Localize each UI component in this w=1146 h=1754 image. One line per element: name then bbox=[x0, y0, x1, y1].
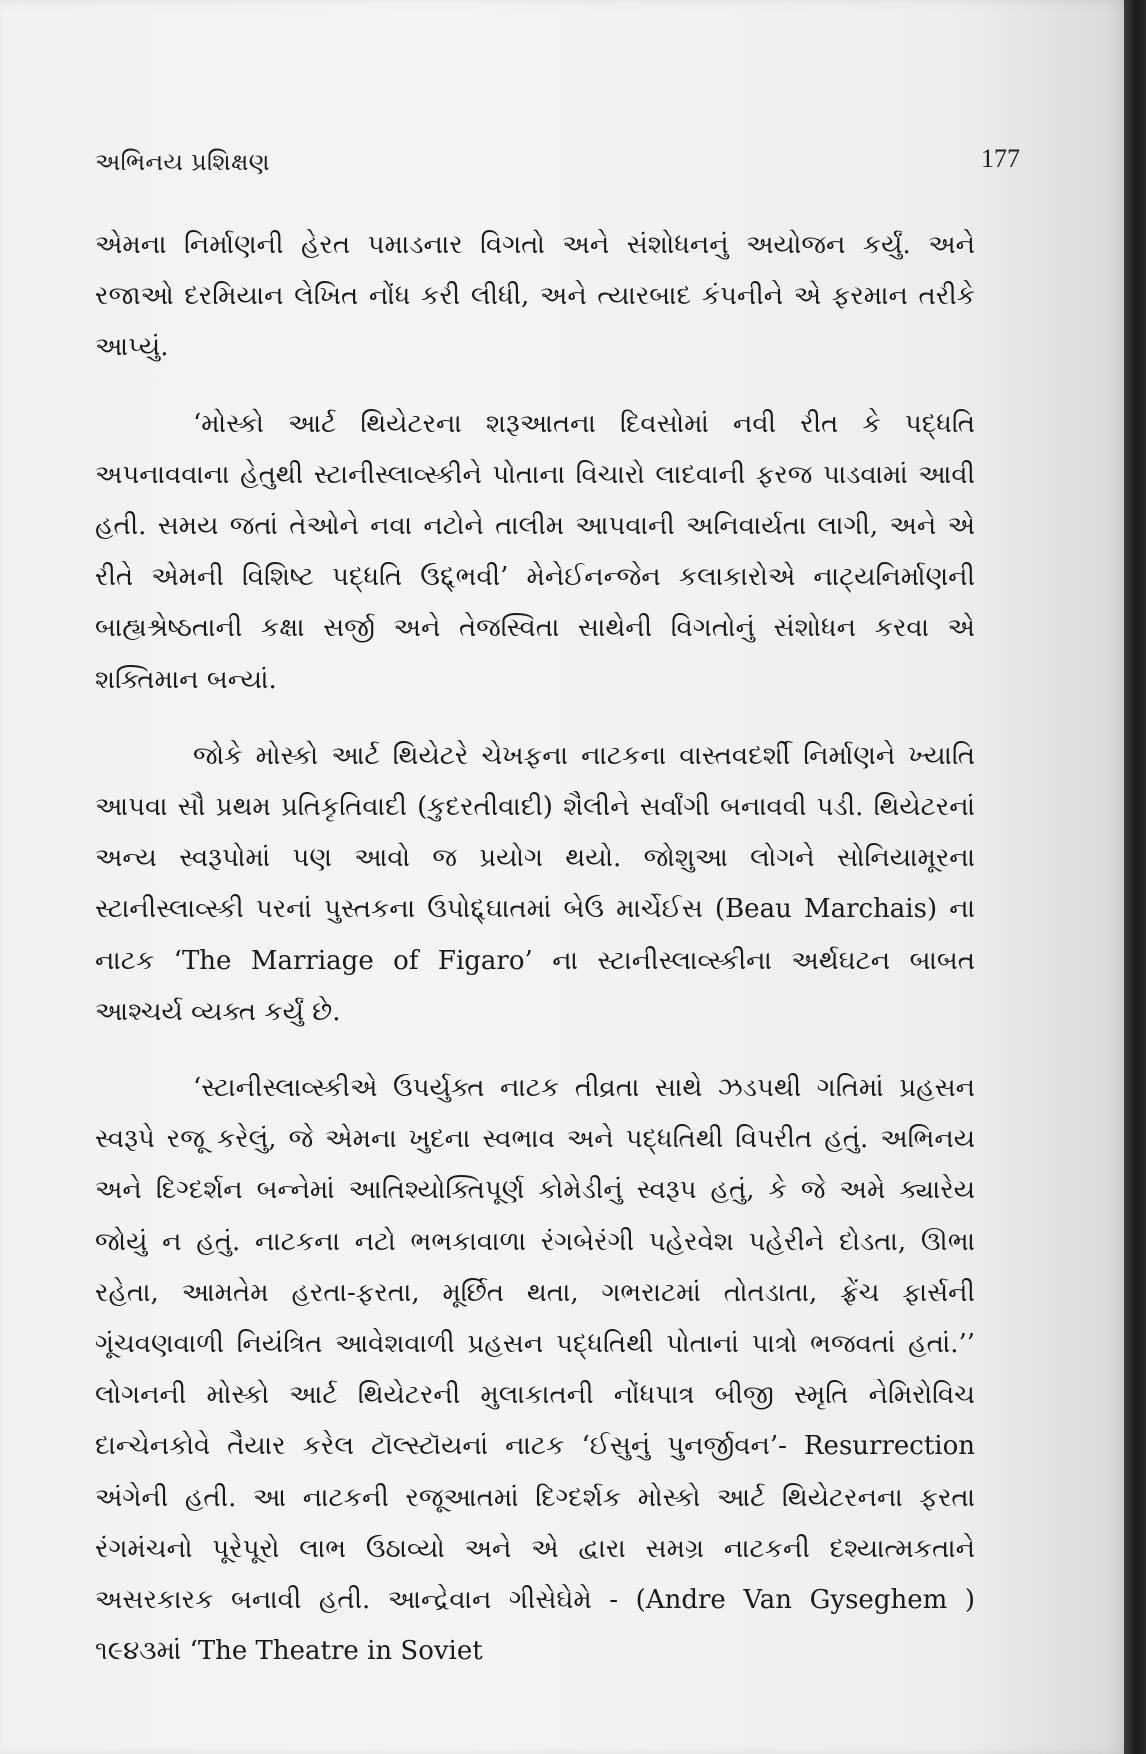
book-spine-edge bbox=[1124, 0, 1146, 1754]
paragraph-stanislavski-farce: ‘સ્ટાનીસ્લાવ્સ્કીએ ઉપર્યુક્ત નાટક તીવ્રતા સાથે ઝડપથી ગતિમાં પ્રહસન સ્વરૂપે રજૂ કરેલું, જે એમના ખુદના સ્વભાવ અને પદ્ધતિથી વિપરીત હતું. અભિનય અને દિગ્દર્શન બન્નેમાં આતિશ્યોક્તિપૂર્ણ કોમેડીનું સ્વરૂપ હતું, કે જે અમે ક્યારેય જોયું ન હતું. નાટકના નટો ભભકાવાળા રંગબેરંગી પહેરવેશ પહેરીને દોડતા, ઊભા રહેતા, આમતેમ હરતા-ફરતા, મૂર્છિત થતા, ગભરાટમાં તોતડાતા, ફ્રેંચ ફાર્સની ગૂંચવણવાળી નિયંત્રિત આવેશવાળી પ્રહસન પદ્ધતિથી પોતાનાં પાત્રો ભજવતાં હતાં.’’ લોગનની મોસ્કો આર્ટ થિયેટરની મુલાકાતની નોંધપાત્ર બીજી સ્મૃતિ નેમિરોવિચ દાન્ચેનકોવે તૈયાર કરેલ ટૉલ્સ્ટૉયનાં નાટક ‘ઈસુનું પુનર્જીવન’- Resurrection અંગેની હતી. આ નાટકની રજૂઆતમાં દિગ્દર્શક મોસ્કો આર્ટ થિયેટરનના ફરતા રંગમંચનો પૂરેપૂરો લાભ ઉઠાવ્યો અને એ દ્વારા સમગ્ર નાટકની દશ્યાત્મકતાને અસરકારક બનાવી હતી. આન્દ્રેવાન ગીસેઘેમે - (Andre Van Gyseghem ) ૧૯૪૩માં ‘The Theatre in Soviet bbox=[95, 1073, 975, 1667]
page-number: 177 bbox=[981, 144, 1020, 173]
paragraph-chekhov-naturalism: જોકે મોસ્કો આર્ટ થિયેટરે ચેખફના નાટકના વાસ્તવદર્શી નિર્માણને ખ્યાતિ આપવા સૌ પ્રથમ પ્રતિકૃતિવાદી (કુદરતીવાદી) શૈલીને સર્વાંગી બનાવવી પડી. થિયેટરનાં અન્ય સ્વરૂપોમાં પણ આવો જ પ્રયોગ થયો. જોશુઆ લોગને સોનિયામૂરના સ્ટાનીસ્લાવ્સ્કી પરનાં પુસ્તકના ઉપોદ્દ્ઘાતમાં બેઉ માર્ચેઈસ (Beau Marchais) ના નાટક ‘The Marriage of Figaro’ ના સ્ટાનીસ્લાવ્સ્કીના અર્થઘટન બાબત આશ્ચર્ય વ્યક્ત કર્યું છે. bbox=[95, 740, 975, 1027]
paragraph-continuation: એમના નિર્માણની હેરત પમાડનાર વિગતો અને સંશોધનનું અયોજન કર્યું. અને રજાઓ દરમિયાન લેખિત નોંધ કરી લીધી, અને ત્યારબાદ કંપનીને એ ફરમાન તરીકે આપ્યું. bbox=[95, 230, 975, 363]
body-text bbox=[95, 220, 975, 1702]
running-head: અભિનય પ્રશિક્ષણ bbox=[95, 148, 270, 176]
paragraph-quote-moscow-art-theatre: ‘મોસ્કો આર્ટ થિયેટરના શરૂઆતના દિવસોમાં નવી રીત કે પદ્ધતિ અપનાવવાના હેતુથી સ્ટાનીસ્લાવ્સ્કીને પોતાના વિચારો લાદવાની ફરજ પાડવામાં આવી હતી. સમય જતાં તેઓને નવા નટોને તાલીમ આપવાની અનિવાર્યતા લાગી, અને એ રીતે એમની વિશિષ્ટ પદ્ધતિ ઉદ્દ્ભવી’ મેનેઈનન્જેન કલાકારોએ નાટ્યનિર્માણની બાહ્યશ્રેષ્ઠતાની કક્ષા સર્જી અને તેજસ્વિતા સાથેની વિગતોનું સંશોધન કરવા એ શક્તિમાન બન્યાં. bbox=[95, 408, 975, 695]
